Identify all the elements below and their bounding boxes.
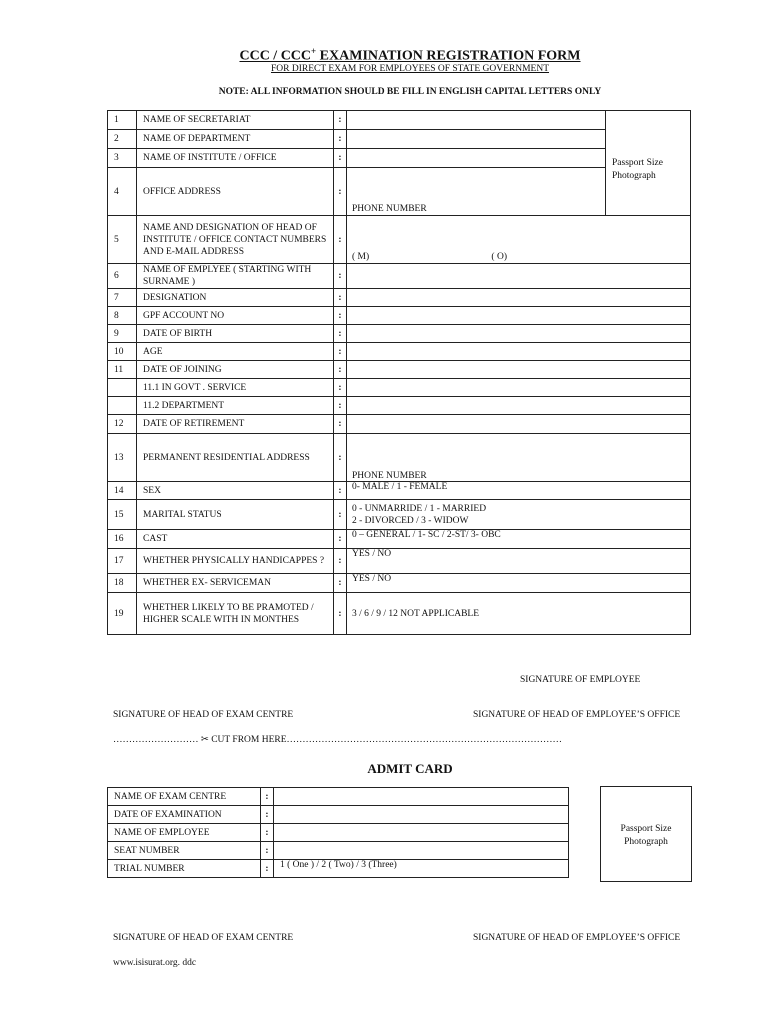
table-row bbox=[108, 824, 569, 842]
form-subtitle: FOR DIRECT EXAM FOR EMPLOYEES OF STATE GOVERNMENT bbox=[270, 64, 549, 74]
row-label: 11.1 IN GOVT . SERVICE bbox=[137, 379, 334, 397]
admit-signature-head-exam-centre: SIGNATURE OF HEAD OF EXAM CENTRE bbox=[113, 933, 294, 943]
table-row bbox=[108, 379, 691, 397]
table-row bbox=[108, 264, 691, 289]
table-row bbox=[108, 168, 691, 216]
row-number: 13 bbox=[108, 434, 137, 482]
employee-name-field[interactable] bbox=[347, 264, 691, 289]
row-number: 6 bbox=[108, 264, 137, 289]
date-of-birth-field[interactable] bbox=[347, 325, 691, 343]
row-colon: : bbox=[334, 325, 347, 343]
row-colon: : bbox=[261, 824, 274, 842]
admit-employee-name-field[interactable] bbox=[274, 824, 569, 842]
row-colon: : bbox=[334, 397, 347, 415]
passport-photo-box: Passport Size Photograph bbox=[606, 111, 691, 216]
row-colon: : bbox=[334, 307, 347, 325]
row-label: 11.2 DEPARTMENT bbox=[137, 397, 334, 415]
admit-card-table bbox=[107, 787, 569, 878]
age-field[interactable] bbox=[347, 343, 691, 361]
row-colon: : bbox=[334, 434, 347, 482]
row-label: NAME AND DESIGNATION OF HEAD OF INSTITUTE / OFFICE CONTACT NUMBERS AND E-MAIL ADDRESS bbox=[137, 216, 334, 264]
ex-serviceman-field[interactable]: YES / NO bbox=[347, 574, 691, 593]
table-row bbox=[108, 860, 569, 878]
table-row bbox=[108, 325, 691, 343]
table-row bbox=[108, 130, 691, 149]
row-label: CAST bbox=[137, 530, 334, 549]
table-row bbox=[108, 216, 691, 264]
row-label: NAME OF INSTITUTE / OFFICE bbox=[137, 149, 334, 168]
date-of-joining-field[interactable] bbox=[347, 361, 691, 379]
row-colon: : bbox=[334, 593, 347, 635]
table-row bbox=[108, 593, 691, 635]
sex-field[interactable]: 0- MALE / 1 - FEMALE bbox=[347, 482, 691, 500]
row-label: MARITAL STATUS bbox=[137, 500, 334, 530]
department-date-field[interactable] bbox=[347, 397, 691, 415]
row-colon: : bbox=[334, 574, 347, 593]
table-row bbox=[108, 361, 691, 379]
row-colon: : bbox=[334, 530, 347, 549]
row-number: 9 bbox=[108, 325, 137, 343]
cut-line: ……………………… ✂ CUT FROM HERE…………………………………………………………………………… bbox=[113, 735, 563, 745]
signature-head-office: SIGNATURE OF HEAD OF EMPLOYEE’S OFFICE bbox=[473, 710, 681, 720]
row-label: DATE OF EXAMINATION bbox=[108, 806, 261, 824]
admit-signature-head-office: SIGNATURE OF HEAD OF EMPLOYEE’S OFFICE bbox=[473, 933, 681, 943]
row-colon: : bbox=[334, 482, 347, 500]
form-title: CCC / CCC+ EXAMINATION REGISTRATION FORM bbox=[239, 46, 581, 64]
institute-field[interactable] bbox=[347, 149, 606, 168]
row-label: TRIAL NUMBER bbox=[108, 860, 261, 878]
registration-table bbox=[107, 110, 691, 635]
designation-field[interactable] bbox=[347, 289, 691, 307]
row-colon: : bbox=[334, 549, 347, 574]
row-number: 17 bbox=[108, 549, 137, 574]
row-label: NAME OF SECRETARIAT bbox=[137, 111, 334, 130]
table-row bbox=[108, 434, 691, 482]
admit-card-title: ADMIT CARD bbox=[367, 761, 453, 776]
table-row bbox=[108, 397, 691, 415]
department-field[interactable] bbox=[347, 130, 606, 149]
row-colon: : bbox=[334, 415, 347, 434]
row-colon: : bbox=[261, 806, 274, 824]
row-number: 3 bbox=[108, 149, 137, 168]
row-label: AGE bbox=[137, 343, 334, 361]
row-label: NAME OF EMPLYEE ( STARTING WITH SURNAME ) bbox=[137, 264, 334, 289]
row-label: NAME OF EXAM CENTRE bbox=[108, 788, 261, 806]
row-number: 4 bbox=[108, 168, 137, 216]
phone-mo-labels: ( M) ( O) bbox=[352, 252, 507, 262]
row-colon: : bbox=[334, 343, 347, 361]
row-colon: : bbox=[334, 264, 347, 289]
row-label: DESIGNATION bbox=[137, 289, 334, 307]
row-colon: : bbox=[334, 289, 347, 307]
table-row bbox=[108, 149, 691, 168]
table-row bbox=[108, 574, 691, 593]
row-colon: : bbox=[261, 842, 274, 860]
row-colon: : bbox=[334, 111, 347, 130]
row-number: 2 bbox=[108, 130, 137, 149]
table-row bbox=[108, 549, 691, 574]
row-label: DATE OF JOINING bbox=[137, 361, 334, 379]
retirement-date-field[interactable] bbox=[347, 415, 691, 434]
table-row bbox=[108, 343, 691, 361]
row-label: SEAT NUMBER bbox=[108, 842, 261, 860]
table-row bbox=[108, 842, 569, 860]
row-colon: : bbox=[334, 149, 347, 168]
govt-service-date-field[interactable] bbox=[347, 379, 691, 397]
row-label: NAME OF DEPARTMENT bbox=[137, 130, 334, 149]
row-colon: : bbox=[334, 216, 347, 264]
table-row bbox=[108, 806, 569, 824]
cast-field[interactable]: 0 – GENERAL / 1- SC / 2-ST/ 3- OBC bbox=[347, 530, 691, 549]
gpf-account-field[interactable] bbox=[347, 307, 691, 325]
row-colon: : bbox=[334, 168, 347, 216]
form-note: NOTE: ALL INFORMATION SHOULD BE FILL IN ENGLISH CAPITAL LETTERS ONLY bbox=[218, 87, 602, 97]
exam-date-field[interactable] bbox=[274, 806, 569, 824]
row-number: 16 bbox=[108, 530, 137, 549]
seat-number-field[interactable] bbox=[274, 842, 569, 860]
admit-passport-photo-box: Passport Size Photograph bbox=[600, 786, 692, 882]
exam-centre-field[interactable] bbox=[274, 788, 569, 806]
row-colon: : bbox=[334, 379, 347, 397]
table-row bbox=[108, 530, 691, 549]
row-number: 7 bbox=[108, 289, 137, 307]
row-label: OFFICE ADDRESS bbox=[137, 168, 334, 216]
row-number bbox=[108, 379, 137, 397]
table-row bbox=[108, 415, 691, 434]
footer-url: www.isisurat.org. ddc bbox=[113, 958, 197, 968]
table-row bbox=[108, 289, 691, 307]
row-colon: : bbox=[334, 361, 347, 379]
row-label: NAME OF EMPLOYEE bbox=[108, 824, 261, 842]
head-of-institute-field[interactable] bbox=[347, 216, 691, 264]
row-number: 14 bbox=[108, 482, 137, 500]
marital-status-field[interactable]: 0 - UNMARRIDE / 1 - MARRIED 2 - DIVORCED / 3 - WIDOW bbox=[347, 500, 691, 530]
row-colon: : bbox=[261, 860, 274, 878]
row-number bbox=[108, 397, 137, 415]
trial-number-field[interactable]: 1 ( One ) / 2 ( Two) / 3 (Three) bbox=[274, 860, 569, 878]
row-number: 11 bbox=[108, 361, 137, 379]
row-label: SEX bbox=[137, 482, 334, 500]
residential-address-field[interactable]: PHONE NUMBER bbox=[347, 434, 691, 482]
row-number: 19 bbox=[108, 593, 137, 635]
row-colon: : bbox=[334, 500, 347, 530]
row-label: WHETHER LIKELY TO BE PRAMOTED / HIGHER SCALE WITH IN MONTHES bbox=[137, 593, 334, 635]
row-label: GPF ACCOUNT NO bbox=[137, 307, 334, 325]
row-number: 15 bbox=[108, 500, 137, 530]
row-label: DATE OF BIRTH bbox=[137, 325, 334, 343]
row-colon: : bbox=[334, 130, 347, 149]
row-number: 1 bbox=[108, 111, 137, 130]
secretariat-field[interactable] bbox=[347, 111, 606, 130]
handicapped-field[interactable]: YES / NO bbox=[347, 549, 691, 574]
office-address-field[interactable]: PHONE NUMBER bbox=[347, 168, 606, 216]
signature-employee: SIGNATURE OF EMPLOYEE bbox=[520, 675, 641, 685]
promotion-field[interactable]: 3 / 6 / 9 / 12 NOT APPLICABLE bbox=[347, 593, 691, 635]
row-number: 10 bbox=[108, 343, 137, 361]
table-row bbox=[108, 307, 691, 325]
row-label: WHETHER PHYSICALLY HANDICAPPES ? bbox=[137, 549, 334, 574]
row-number: 12 bbox=[108, 415, 137, 434]
table-row bbox=[108, 111, 691, 130]
row-label: DATE OF RETIREMENT bbox=[137, 415, 334, 434]
row-colon: : bbox=[261, 788, 274, 806]
signature-head-exam-centre: SIGNATURE OF HEAD OF EXAM CENTRE bbox=[113, 710, 294, 720]
table-row bbox=[108, 482, 691, 500]
row-label: WHETHER EX- SERVICEMAN bbox=[137, 574, 334, 593]
row-label: PERMANENT RESIDENTIAL ADDRESS bbox=[137, 434, 334, 482]
table-row bbox=[108, 788, 569, 806]
row-number: 5 bbox=[108, 216, 137, 264]
table-row bbox=[108, 500, 691, 530]
row-number: 8 bbox=[108, 307, 137, 325]
row-number: 18 bbox=[108, 574, 137, 593]
